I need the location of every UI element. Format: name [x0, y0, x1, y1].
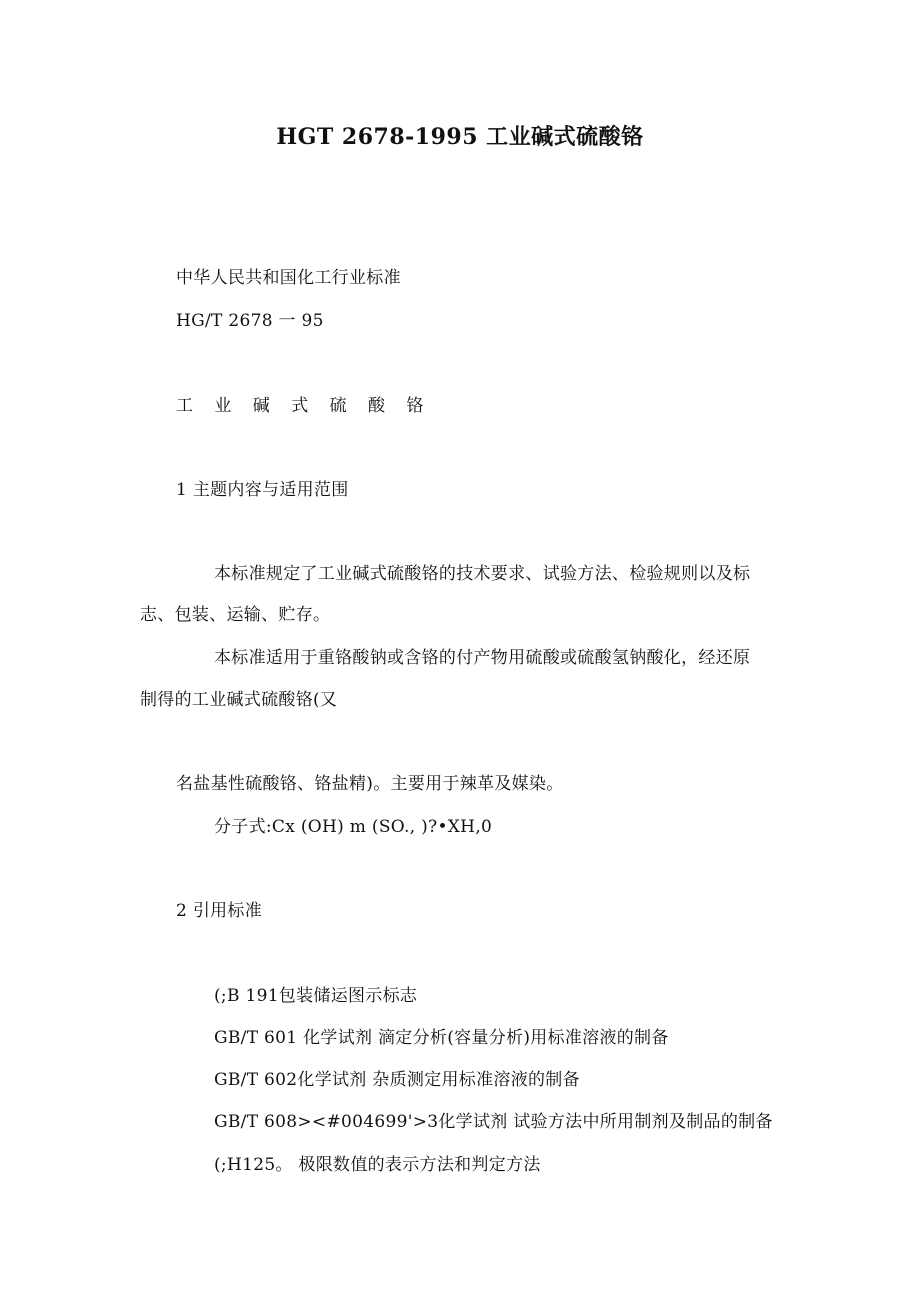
molecular-formula: 分子式:Cx (OH) m (SO., )?•XH,0: [214, 817, 493, 837]
reference-item: GB/T 602化学试剂 杂质测定用标准溶液的制备: [214, 1070, 580, 1090]
section-2-heading: 2 引用标准: [176, 901, 263, 921]
section-1-para-3: 名盐基性硫酸铬、铬盐精)。主要用于辣革及媒染。: [176, 774, 564, 794]
reference-item: GB/T 608><#004699'>3化学试剂 试验方法中所用制剂及制品的制备: [214, 1112, 773, 1132]
reference-item: GB/T 601 化学试剂 滴定分析(容量分析)用标准溶液的制备: [214, 1028, 669, 1048]
section-1-para-2-line-2: 制得的工业碱式硫酸铬(又: [140, 690, 338, 710]
standard-code: HG/T 2678 一 95: [176, 311, 324, 331]
standard-name-spaced: 工 业 碱 式 硫 酸 铬: [176, 396, 432, 416]
section-1-para-1-line-1: 本标准规定了工业碱式硫酸铬的技术要求、试验方法、检验规则以及标: [214, 564, 751, 584]
section-1-para-2-line-1: 本标准适用于重铬酸钠或含铬的付产物用硫酸或硫酸氢钠酸化，经还原: [214, 648, 751, 668]
section-1-heading: 1 主题内容与适用范围: [176, 480, 349, 500]
section-1-para-1-line-2: 志、包装、运输、贮存。: [140, 605, 331, 625]
issuer-line: 中华人民共和国化工行业标准: [176, 268, 401, 288]
reference-item: (;H125。 极限数值的表示方法和判定方法: [214, 1155, 541, 1175]
reference-item: (;B 191包装储运图示标志: [214, 986, 418, 1006]
document-title: HGT 2678-1995 工业碱式硫酸铬: [276, 124, 644, 150]
